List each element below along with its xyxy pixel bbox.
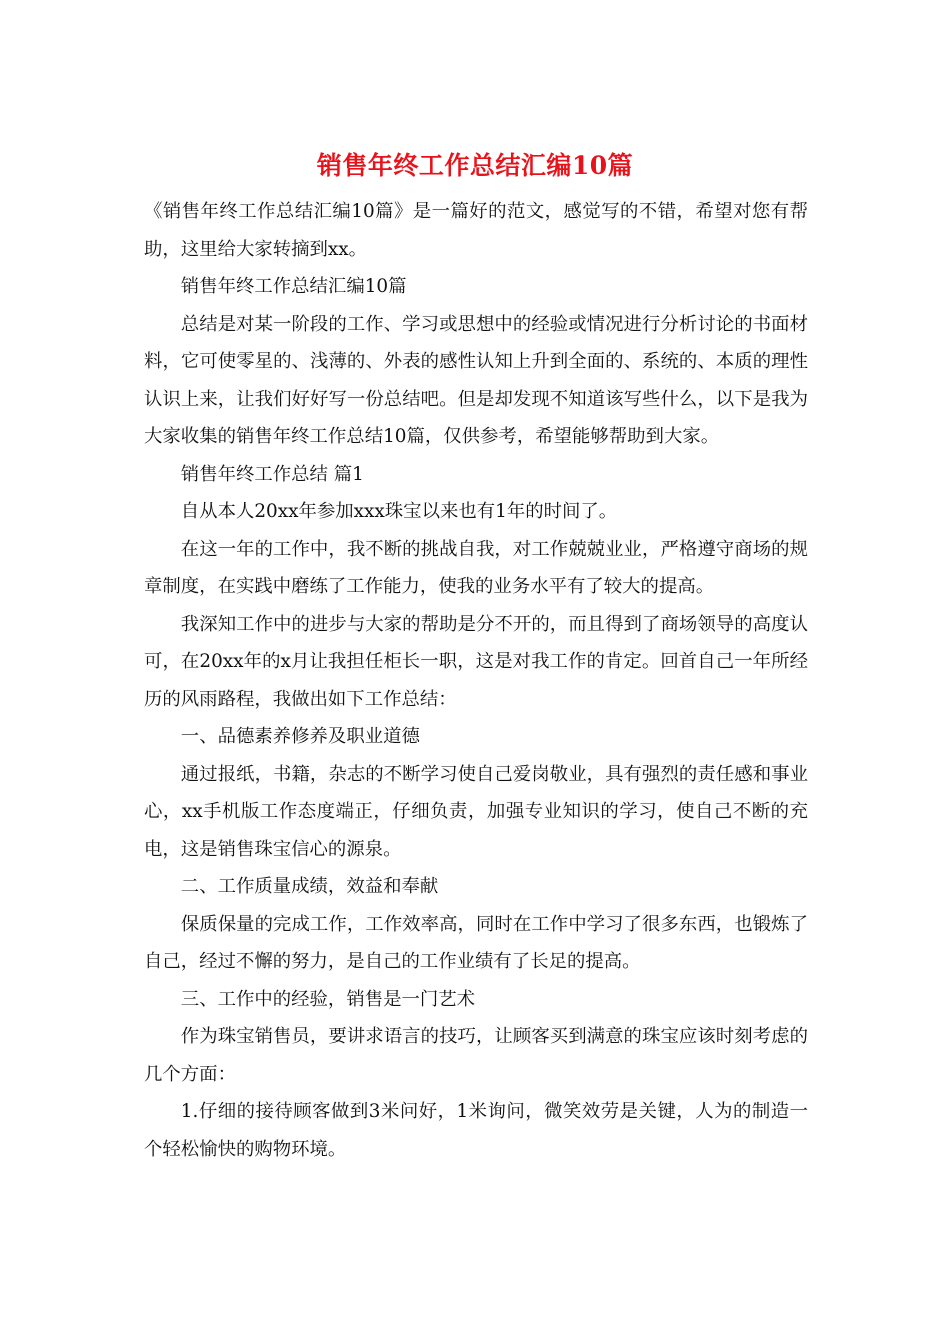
- subheading-quality: 二、工作质量成绩，效益和奉献: [180, 876, 439, 897]
- section-heading-1: 销售年终工作总结 篇1: [180, 463, 364, 485]
- body-paragraph: 自从本人20xx年参加xxx珠宝以来也有1年的时间了。: [180, 501, 618, 522]
- body-paragraph: 作为珠宝销售员，要讲求语言的技巧，让顾客买到满意的珠宝应该时刻考虑的几个方面：: [144, 1026, 808, 1085]
- intro-paragraph: 《销售年终工作总结汇编10篇》是一篇好的范文，感觉写的不错，希望对您有帮助，这里给大家转摘到xx。: [144, 201, 808, 260]
- subtitle-paragraph: 销售年终工作总结汇编10篇: [180, 276, 407, 297]
- summary-paragraph: 总结是对某一阶段的工作、学习或思想中的经验或情况进行分析讨论的书面材料，它可使零星的、浅薄的、外表的感性认知上升到全面的、系统的、本质的理性认识上来，让我们好好写一份总结吧。但是却发现不知道该写些什么，以下是我为大家收集的销售年终工作总结10篇，仅供参考，希望能够帮助到大家。: [144, 313, 808, 447]
- document-body: [144, 193, 808, 1168]
- subheading-experience: 三、工作中的经验，销售是一门艺术: [180, 988, 476, 1010]
- body-paragraph: 保质保量的完成工作，工作效率高，同时在工作中学习了很多东西，也锻炼了自己，经过不懈的努力，是自己的工作业绩有了长足的提高。: [144, 913, 808, 972]
- subheading-ethics: 一、品德素养修养及职业道德: [180, 726, 420, 747]
- body-paragraph: 我深知工作中的进步与大家的帮助是分不开的，而且得到了商场领导的高度认可，在20xx年的x月让我担任柜长一职，这是对我工作的肯定。回首自己一年所经历的风雨路程，我做出如下工作总结：: [144, 613, 808, 710]
- list-item-1: 1.仔细的接待顾客做到3米问好，1米询问，微笑效劳是关键，人为的制造一个轻松愉快的购物环境。: [144, 1101, 808, 1160]
- body-paragraph: 通过报纸，书籍，杂志的不断学习使自己爱岗敬业，具有强烈的责任感和事业心，xx手机版工作态度端正，仔细负责，加强专业知识的学习，使自己不断的充电，这是销售珠宝信心的源泉。: [144, 763, 808, 860]
- body-paragraph: 在这一年的工作中，我不断的挑战自我，对工作兢兢业业，严格遵守商场的规章制度，在实践中磨练了工作能力，使我的业务水平有了较大的提高。: [144, 538, 808, 597]
- document-title: 销售年终工作总结汇编10篇: [316, 151, 634, 180]
